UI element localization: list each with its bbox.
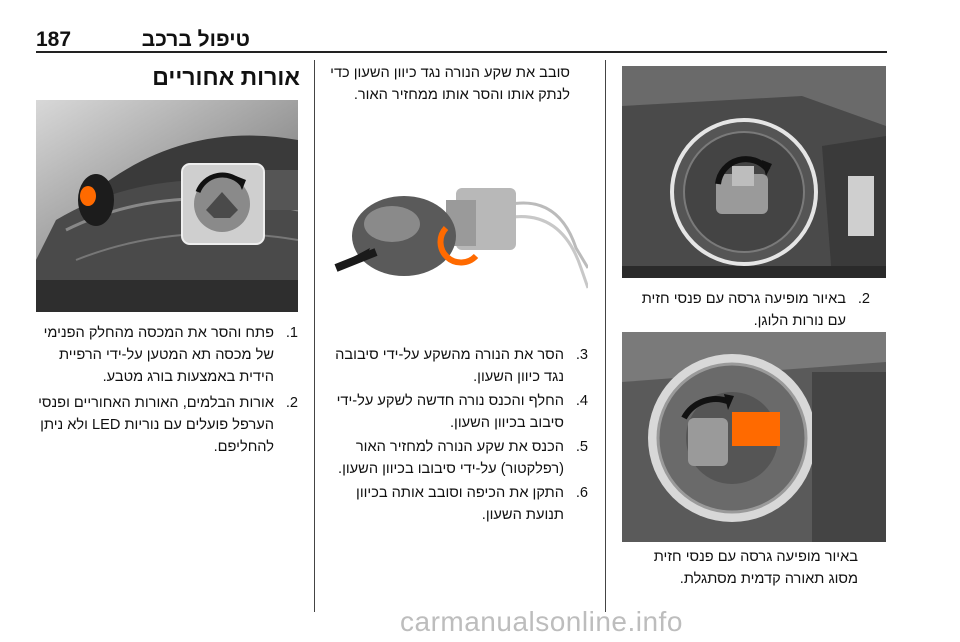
step-text: הסר את הנורה מהשקע על-ידי סיבובה נגד כיוון השעון.: [335, 347, 564, 385]
caption-halogen: [622, 288, 870, 332]
middle-steps: [326, 344, 588, 526]
bulb-photo: [326, 128, 588, 338]
step-text: אורות הבלמים, האורות האחוריים ופנסי הערפל פועלים עם נוריות LED ולא ניתן להחליפם.: [38, 395, 274, 455]
left-step-1: [36, 322, 298, 388]
middle-step-4: [326, 390, 588, 434]
step-number: 2.: [857, 291, 870, 307]
watermark: carmanualsonline.info: [400, 606, 683, 637]
column-divider-right: [605, 60, 606, 612]
step-number: 4.: [575, 393, 588, 409]
page-number: 187: [36, 28, 72, 51]
header-divider: [36, 51, 887, 53]
afl-headlight-photo: [622, 332, 886, 542]
step-text: פתח והסר את המכסה מהחלק הפנימי של מכסה תא המטען על-ידי הרפיית הידית באמצעות בורג מטבע.: [43, 325, 274, 385]
left-steps: [36, 322, 298, 458]
section-title: אורות אחוריים: [152, 64, 300, 90]
step-text: התקן את הכיפה וסובב אותה בכיוון תנועת השעון.: [356, 485, 564, 523]
step-number: 1.: [285, 325, 298, 341]
step-number: 6.: [575, 485, 588, 501]
caption-text: באיור מופיעה גרסה עם פנסי חזית עם נורות הלוגן.: [641, 291, 846, 329]
caption-halogen-step: [622, 288, 870, 332]
middle-step-5: [326, 436, 588, 480]
step-number: 3.: [575, 347, 588, 363]
left-step-2: [36, 392, 298, 458]
middle-step-3: [326, 344, 588, 388]
caption-afl: באיור מופיעה גרסה עם פנסי חזית מסוג תאורה קדמית מסתגלת.: [653, 549, 858, 587]
step-text: החלף והכנס נורה חדשה לשקע על-ידי סיבוב בכיוון השעון.: [336, 393, 564, 431]
trunk-lid-photo: [36, 100, 298, 312]
column-divider-left: [314, 60, 315, 612]
step-text: הכנס את שקע הנורה למחזיר האור (רפלקטור) על-ידי סיבובו בכיוון השעון.: [338, 439, 564, 477]
step-number: 2.: [285, 395, 298, 411]
middle-intro: סובב את שקע הנורה נגד כיוון השעון כדי לנתק אותו והסר אותו ממחזיר האור.: [330, 65, 570, 103]
step-number: 5.: [575, 439, 588, 455]
middle-step-6: [326, 482, 588, 526]
page-header-title: טיפול ברכב: [141, 28, 250, 51]
halogen-headlight-photo: [622, 66, 886, 278]
